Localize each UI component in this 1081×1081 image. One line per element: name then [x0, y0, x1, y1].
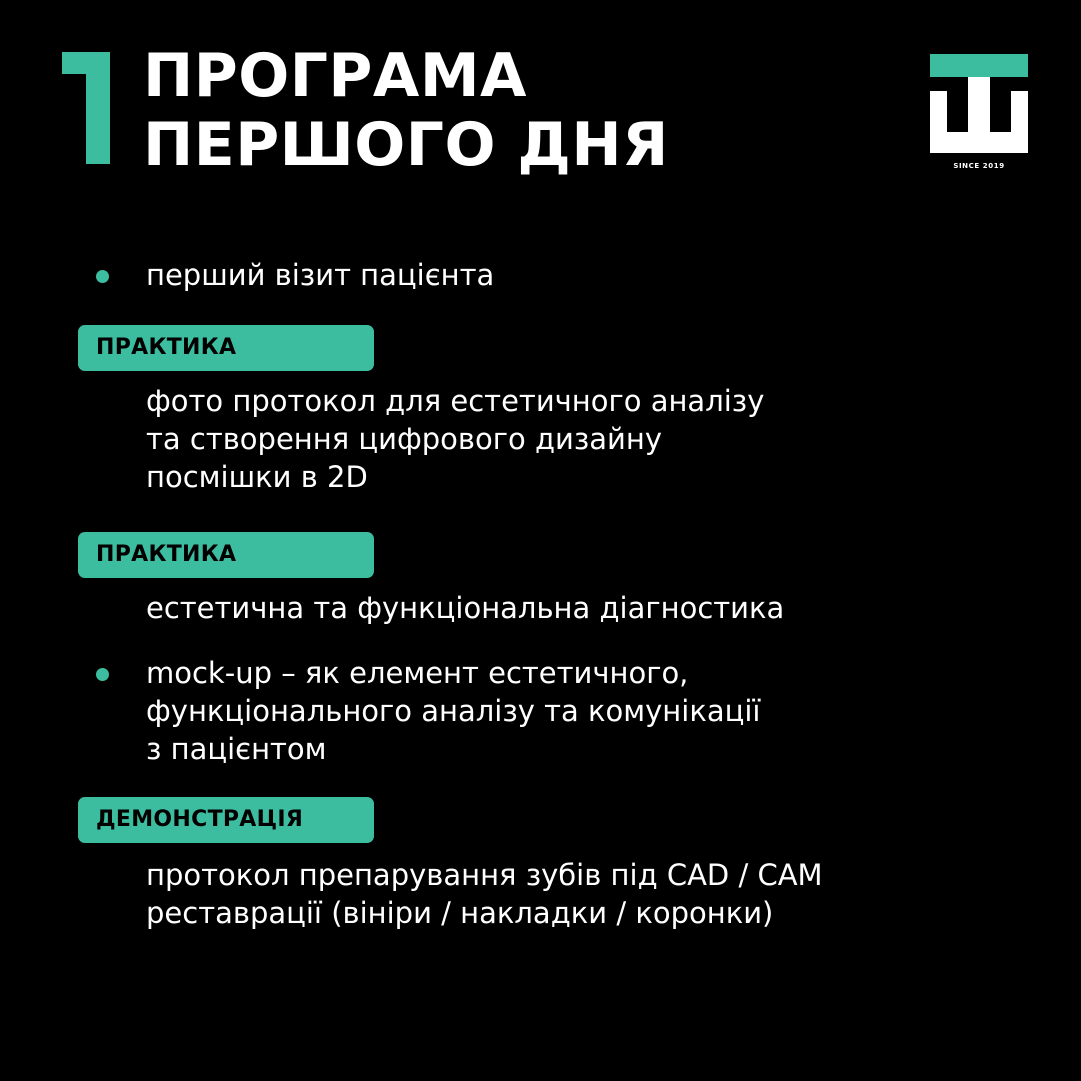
logo-caption: SINCE 2019	[953, 162, 1005, 170]
list-item-line: перший візит пацієнта	[146, 258, 495, 292]
list-item-line: протокол препарування зубів під CAD / CAM	[146, 858, 823, 892]
list-item-line: посмішки в 2D	[146, 460, 368, 494]
page-title-line-2: ПЕРШОГО ДНЯ	[143, 110, 669, 180]
list-item	[146, 256, 494, 294]
list-item-line: фото протокол для естетичного аналізу	[146, 384, 765, 418]
list-item-line: mock-up – як елемент естетичного,	[146, 656, 689, 690]
section-tag-demonstration: ДЕМОНСТРАЦІЯ	[78, 797, 374, 843]
bullet-dot-icon	[96, 668, 109, 681]
list-item-line: з пацієнтом	[146, 732, 327, 766]
list-item-line: естетична та функціональна діагностика	[146, 591, 785, 625]
list-item-line: та створення цифрового дизайну	[146, 422, 663, 456]
list-item	[146, 589, 784, 627]
page-title-line-1: ПРОГРАМА	[143, 41, 527, 111]
list-item-line: функціонального аналізу та комунікації	[146, 694, 761, 728]
section-tag-practice: ПРАКТИКА	[78, 532, 374, 578]
list-item-line: реставрації (вініри / накладки / коронки)	[146, 896, 774, 930]
list-item	[146, 654, 760, 768]
list-item	[146, 382, 764, 496]
bullet-dot-icon	[96, 270, 109, 283]
section-tag-practice: ПРАКТИКА	[78, 325, 374, 371]
list-item	[146, 856, 823, 932]
